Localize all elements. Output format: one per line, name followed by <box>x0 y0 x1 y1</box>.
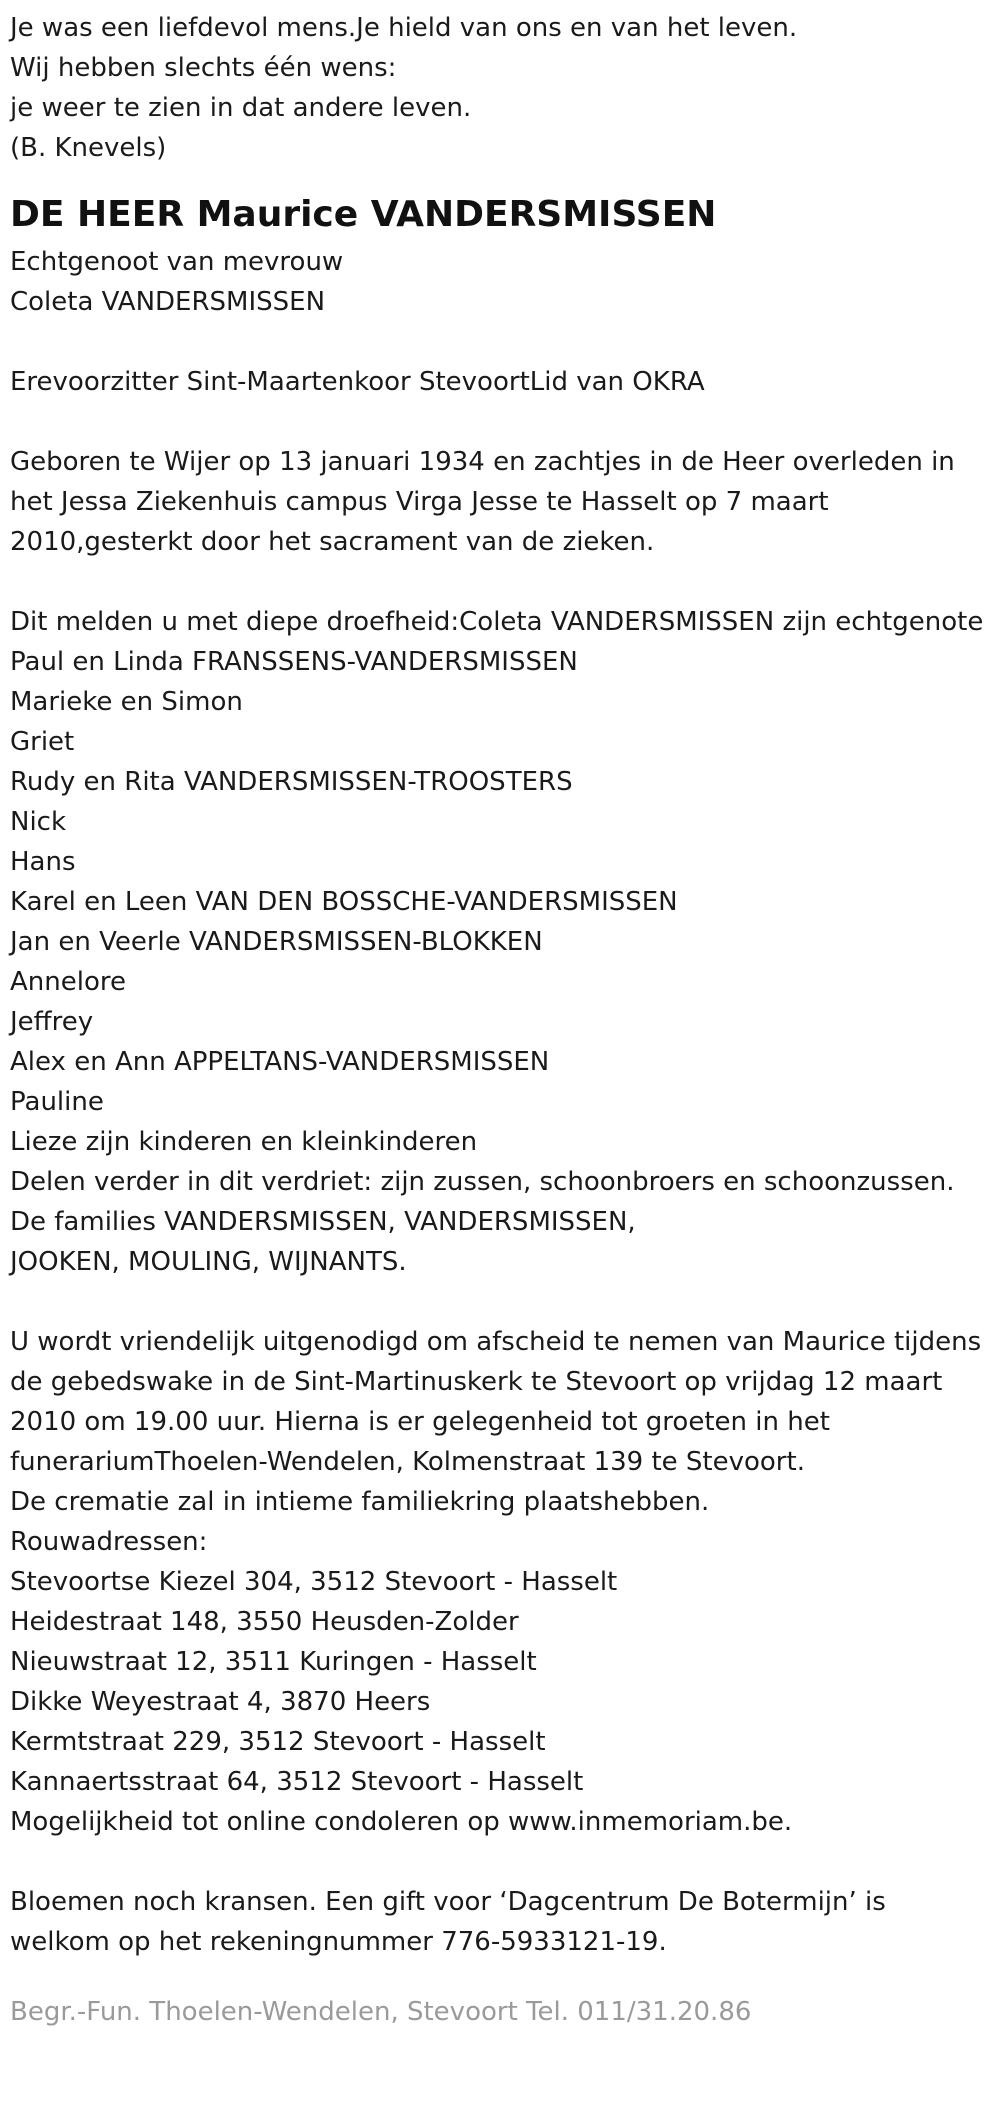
spouse-label: Echtgenoot van mevrouw <box>10 247 344 277</box>
birth-death-text: Geboren te Wijer op 13 januari 1934 en zachtjes in de Heer overleden in het Jessa Ziekenhuis campus Virga Jesse te Hasselt op 7 maart 2010,gesterkt door het sacrament van de zieken. <box>10 447 955 557</box>
family-line: Jeffrey <box>10 1007 94 1037</box>
announcement-intro: Dit melden u met diepe droefheid:Coleta VANDERSMISSEN zijn echtgenote <box>10 607 984 637</box>
family-line: Griet <box>10 727 75 757</box>
family-line: Hans <box>10 847 76 877</box>
spouse-name: Coleta VANDERSMISSEN <box>10 287 326 317</box>
family-line: Nick <box>10 807 67 837</box>
address-line: Nieuwstraat 12, 3511 Kuringen - Hasselt <box>10 1647 537 1677</box>
deceased-name-title: DE HEER Maurice VANDERSMISSEN <box>10 194 717 235</box>
funeral-home-footer: Begr.-Fun. Thoelen-Wendelen, Stevoort Tel. 011/31.20.86 <box>10 1997 752 2027</box>
family-line: JOOKEN, MOULING, WIJNANTS. <box>10 1247 407 1277</box>
family-line: Karel en Leen VAN DEN BOSSCHE-VANDERSMISSEN <box>10 887 678 917</box>
poem-line: je weer te zien in dat andere leven. <box>10 93 472 123</box>
invitation-text: U wordt vriendelijk uitgenodigd om afscheid te nemen van Maurice tijdens de gebedswake in de Sint-Martinuskerk te Stevoort op vrijdag 12 maart 2010 om 19.00 uur. Hierna is er gelegenheid tot groeten in het funerariumThoelen-Wendelen, Kolmenstraat 139 te Stevoort. <box>10 1327 982 1477</box>
online-condolence-text: Mogelijkheid tot online condoleren op www.inmemoriam.be. <box>10 1807 793 1837</box>
family-line: Rudy en Rita VANDERSMISSEN-TROOSTERS <box>10 767 573 797</box>
address-line: Kannaertsstraat 64, 3512 Stevoort - Hasselt <box>10 1767 584 1797</box>
cremation-text: De crematie zal in intieme familiekring plaatshebben. <box>10 1487 710 1517</box>
family-line: Jan en Veerle VANDERSMISSEN-BLOKKEN <box>10 927 543 957</box>
address-list <box>10 1562 990 1802</box>
addresses-label: Rouwadressen: <box>10 1527 208 1557</box>
address-line: Heidestraat 148, 3550 Heusden-Zolder <box>10 1607 519 1637</box>
family-line: Alex en Ann APPELTANS-VANDERSMISSEN <box>10 1047 550 1077</box>
address-line: Dikke Weyestraat 4, 3870 Heers <box>10 1687 431 1717</box>
family-line: Delen verder in dit verdriet: zijn zussen, schoonbroers en schoonzussen. <box>10 1167 955 1197</box>
poem-line: Wij hebben slechts één wens: <box>10 53 397 83</box>
poem-line: Je was een liefdevol mens.Je hield van ons en van het leven. <box>10 13 798 43</box>
address-line: Kermtstraat 229, 3512 Stevoort - Hasselt <box>10 1727 546 1757</box>
poem-author: (B. Knevels) <box>10 133 167 163</box>
roles-text: Erevoorzitter Sint-Maartenkoor StevoortLid van OKRA <box>10 367 705 397</box>
family-line: Annelore <box>10 967 126 997</box>
family-line: De families VANDERSMISSEN, VANDERSMISSEN, <box>10 1207 636 1237</box>
address-line: Stevoortse Kiezel 304, 3512 Stevoort - Hasselt <box>10 1567 618 1597</box>
family-list <box>10 642 990 1282</box>
spouse-info <box>10 242 990 322</box>
family-line: Paul en Linda FRANSSENS-VANDERSMISSEN <box>10 647 578 677</box>
poem <box>10 8 990 168</box>
family-line: Lieze zijn kinderen en kleinkinderen <box>10 1127 478 1157</box>
family-line: Marieke en Simon <box>10 687 243 717</box>
flowers-text: Bloemen noch kransen. Een gift voor ‘Dagcentrum De Botermijn’ is welkom op het rekeningnummer 776-5933121-19. <box>10 1887 886 1957</box>
family-line: Pauline <box>10 1087 104 1117</box>
